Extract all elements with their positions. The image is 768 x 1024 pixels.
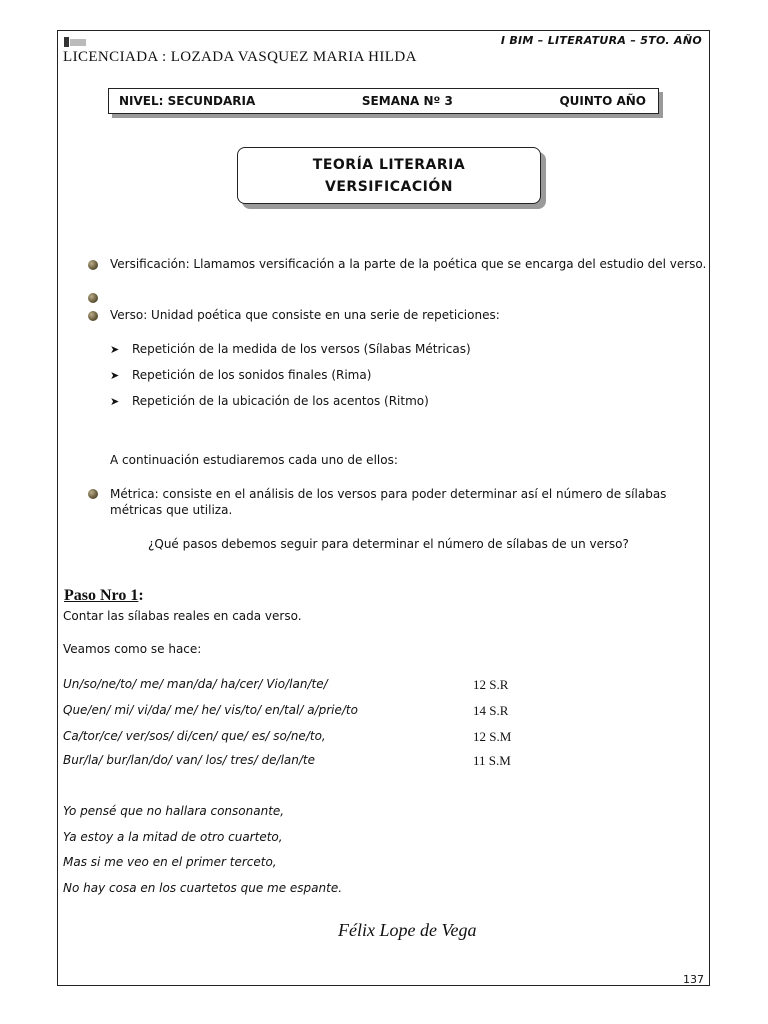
scansion-verse: Que/en/ mi/ vi/da/ me/ he/ vis/to/ en/tal/ a/prie/to xyxy=(63,703,358,717)
metrica-definition-line-2: métricas que utiliza. xyxy=(110,503,233,517)
teacher-name: LICENCIADA : LOZADA VASQUEZ MARIA HILDA xyxy=(63,49,417,65)
paso-title-text: Paso Nro 1 xyxy=(64,587,139,604)
poem-line: Ya estoy a la mitad de otro cuarteto, xyxy=(63,830,283,844)
repeticion-item: Repetición de la ubicación de los acentos (Ritmo) xyxy=(132,394,429,408)
scansion-count: 11 S.M xyxy=(473,753,511,768)
title-line-2: VERSIFICACIÓN xyxy=(325,178,453,195)
scansion-count: 12 S.R xyxy=(473,677,509,692)
course-header: I BIM – LITERATURA – 5TO. AÑO xyxy=(500,34,702,47)
title-box xyxy=(237,147,541,204)
bullet-icon xyxy=(88,311,98,321)
scansion-verse: Bur/la/ bur/lan/do/ van/ los/ tres/ de/lan/te xyxy=(63,753,316,767)
poem-line: Yo pensé que no hallara consonante, xyxy=(63,804,285,818)
repeticion-item: Repetición de los sonidos finales (Rima) xyxy=(132,368,372,382)
title-line-1: TEORÍA LITERARIA xyxy=(312,156,466,173)
paso-title xyxy=(64,587,144,605)
bullet-icon xyxy=(88,293,98,303)
nivel-label: NIVEL: SECUNDARIA xyxy=(119,94,256,108)
bullet-icon xyxy=(88,260,98,270)
verso-definition: Verso: Unidad poética que consiste en una serie de repeticiones: xyxy=(110,308,500,322)
paso-instruction: Contar las sílabas reales en cada verso. xyxy=(63,609,302,623)
repeticion-item: Repetición de la medida de los versos (Sílabas Métricas) xyxy=(132,342,471,356)
arrow-bullet-icon: ➤ xyxy=(110,343,120,356)
poem-line: Mas si me veo en el primer terceto, xyxy=(63,855,277,869)
versificacion-definition: Versificación: Llamamos versificación a la parte de la poética que se encarga del estudio del verso. xyxy=(110,257,707,271)
semana-label: SEMANA Nº 3 xyxy=(361,94,453,108)
school-logo-icon xyxy=(64,37,86,47)
paso-title-colon: : xyxy=(138,587,144,604)
scansion-verse: Un/so/ne/to/ me/ man/da/ ha/cer/ Vio/lan/te/ xyxy=(63,677,328,691)
arrow-bullet-icon: ➤ xyxy=(110,369,120,382)
metrica-definition-line-1: Métrica: consiste en el análisis de los versos para poder determinar así el número de sílabas xyxy=(110,487,667,501)
bullet-icon xyxy=(88,489,98,499)
poem-line: No hay cosa en los cuartetos que me espante. xyxy=(63,881,343,895)
grado-label: QUINTO AÑO xyxy=(559,94,646,108)
scansion-count: 12 S.M xyxy=(473,729,512,744)
info-bar xyxy=(108,88,659,114)
page-number: 137 xyxy=(683,973,704,986)
paso-intro: Veamos como se hace: xyxy=(63,642,202,656)
arrow-bullet-icon: ➤ xyxy=(110,395,120,408)
question-text: ¿Qué pasos debemos seguir para determinar el número de sílabas de un verso? xyxy=(148,537,629,551)
scansion-count: 14 S.R xyxy=(473,703,509,718)
scansion-verse: Ca/tor/ce/ ver/sos/ di/cen/ que/ es/ so/ne/to, xyxy=(63,729,326,743)
author-signature: Félix Lope de Vega xyxy=(338,920,477,940)
continuacion-text: A continuación estudiaremos cada uno de ellos: xyxy=(110,453,398,467)
